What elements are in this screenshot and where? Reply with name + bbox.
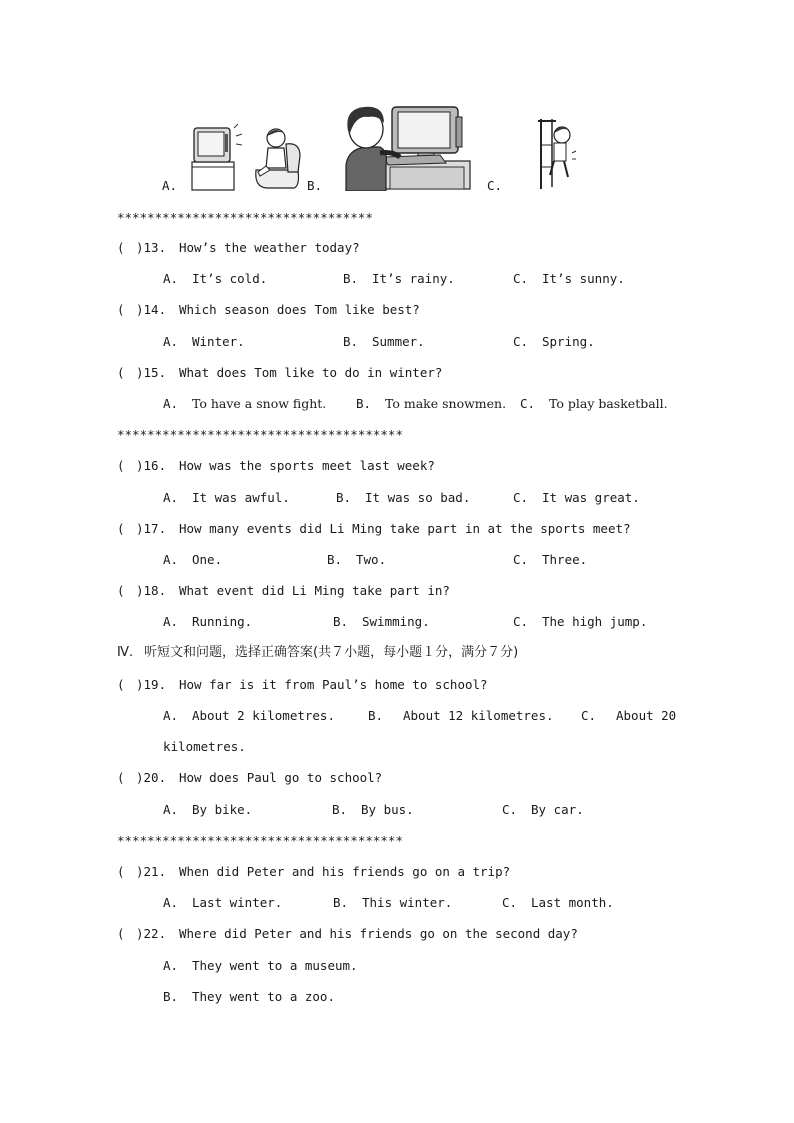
option-c-text: It’s sunny. — [542, 271, 625, 286]
separator: ************************************** — [117, 833, 403, 848]
option-b-text: This winter. — [362, 895, 453, 910]
option-b-label: B. — [333, 895, 349, 910]
option-b-text: They went to a zoo. — [192, 989, 335, 1004]
option-c-text: Spring. — [542, 334, 595, 349]
option-a-label: A. — [163, 334, 179, 349]
option-c-label: C. — [513, 552, 529, 567]
boy-watching-tv-illustration — [188, 122, 306, 192]
section-roman-numeral: Ⅳ. — [117, 645, 134, 660]
option-c-text: Last month. — [531, 895, 614, 910]
question-stem: How was the sports meet last week? — [179, 458, 435, 473]
option-b-label: B. — [343, 334, 359, 349]
answer-blank-paren[interactable]: ( — [117, 365, 125, 380]
option-b-text: To make snowmen. — [385, 396, 507, 411]
option-c-text: The high jump. — [542, 614, 648, 629]
question-stem: What does Tom like to do in winter? — [179, 365, 443, 380]
option-a-label: A. — [163, 396, 179, 411]
option-c-text: About 20 — [616, 708, 677, 723]
option-a-text: Winter. — [192, 334, 245, 349]
answer-blank-paren[interactable]: ( — [117, 864, 125, 879]
question-stem: Which season does Tom like best? — [179, 302, 420, 317]
option-c-label: C. — [581, 708, 597, 723]
option-c-text: Three. — [542, 552, 588, 567]
question-number: )16. — [136, 458, 167, 473]
answer-blank-paren[interactable]: ( — [117, 521, 125, 536]
option-b-label: B. — [333, 614, 349, 629]
option-a-label: A. — [163, 271, 179, 286]
option-c-label: C. — [487, 178, 503, 193]
answer-blank-paren[interactable]: ( — [117, 240, 125, 255]
option-a-label: A. — [162, 178, 178, 193]
option-b-text: It was so bad. — [365, 490, 471, 505]
option-a-label: A. — [163, 552, 179, 567]
question-number: )19. — [136, 677, 167, 692]
option-b-text: Swimming. — [362, 614, 430, 629]
question-number: )14. — [136, 302, 167, 317]
option-a-text: Running. — [192, 614, 253, 629]
answer-blank-paren[interactable]: ( — [117, 926, 125, 941]
option-a-text: One. — [192, 552, 223, 567]
option-b-text: About 12 kilometres. — [403, 708, 554, 723]
boy-using-computer-illustration — [344, 103, 472, 191]
option-a-label: A. — [163, 958, 179, 973]
option-c-text: To play basketball. — [549, 396, 668, 411]
option-c-text-continued: kilometres. — [163, 739, 246, 754]
answer-blank-paren[interactable]: ( — [117, 583, 125, 598]
option-a-text: It was awful. — [192, 490, 290, 505]
question-number: )18. — [136, 583, 167, 598]
option-b-label: B. — [343, 271, 359, 286]
question-number: )20. — [136, 770, 167, 785]
option-b-label: B. — [368, 708, 384, 723]
option-c-label: C. — [513, 614, 529, 629]
option-c-label: C. — [513, 334, 529, 349]
answer-blank-paren[interactable]: ( — [117, 677, 125, 692]
option-c-label: C. — [520, 396, 536, 411]
option-b-text: It’s rainy. — [372, 271, 455, 286]
question-number: )15. — [136, 365, 167, 380]
option-b-label: B. — [163, 989, 179, 1004]
question-stem: What event did Li Ming take part in? — [179, 583, 450, 598]
question-stem: When did Peter and his friends go on a trip? — [179, 864, 511, 879]
option-b-text: Two. — [356, 552, 387, 567]
option-a-label: A. — [163, 895, 179, 910]
separator: ********************************** — [117, 210, 373, 225]
section-heading: 听短文和问题，选择正确答案(共７小题，每小题１分，满分７分) — [144, 645, 519, 660]
question-stem: How does Paul go to school? — [179, 770, 383, 785]
option-a-text: It’s cold. — [192, 271, 268, 286]
option-a-label: A. — [163, 802, 179, 817]
option-c-label: C. — [502, 802, 518, 817]
option-a-label: A. — [163, 490, 179, 505]
question-number: )13. — [136, 240, 167, 255]
question-number: )21. — [136, 864, 167, 879]
option-c-label: C. — [502, 895, 518, 910]
option-a-label: A. — [163, 708, 179, 723]
question-stem: How many events did Li Ming take part in at the sports meet? — [179, 521, 631, 536]
question-stem: How far is it from Paul’s home to school? — [179, 677, 488, 692]
option-c-text: It was great. — [542, 490, 640, 505]
option-b-text: Summer. — [372, 334, 425, 349]
option-a-text: They went to a museum. — [192, 958, 358, 973]
question-stem: Where did Peter and his friends go on the second day? — [179, 926, 578, 941]
option-c-label: C. — [513, 490, 529, 505]
question-stem: How’s the weather today? — [179, 240, 360, 255]
question-number: )17. — [136, 521, 167, 536]
answer-blank-paren[interactable]: ( — [117, 458, 125, 473]
separator: ************************************** — [117, 427, 403, 442]
option-c-text: By car. — [531, 802, 584, 817]
option-a-text: Last winter. — [192, 895, 283, 910]
option-b-label: B. — [307, 178, 323, 193]
option-a-text: By bike. — [192, 802, 253, 817]
answer-blank-paren[interactable]: ( — [117, 770, 125, 785]
question-number: )22. — [136, 926, 167, 941]
option-b-label: B. — [336, 490, 352, 505]
answer-blank-paren[interactable]: ( — [117, 302, 125, 317]
option-a-text: About 2 kilometres. — [192, 708, 335, 723]
option-b-text: By bus. — [361, 802, 414, 817]
option-a-label: A. — [163, 614, 179, 629]
option-b-label: B. — [327, 552, 343, 567]
boy-climbing-bars-illustration — [532, 115, 578, 191]
option-c-label: C. — [513, 271, 529, 286]
option-a-text: To have a snow fight. — [192, 396, 327, 411]
option-b-label: B. — [332, 802, 348, 817]
option-b-label: B. — [356, 396, 372, 411]
